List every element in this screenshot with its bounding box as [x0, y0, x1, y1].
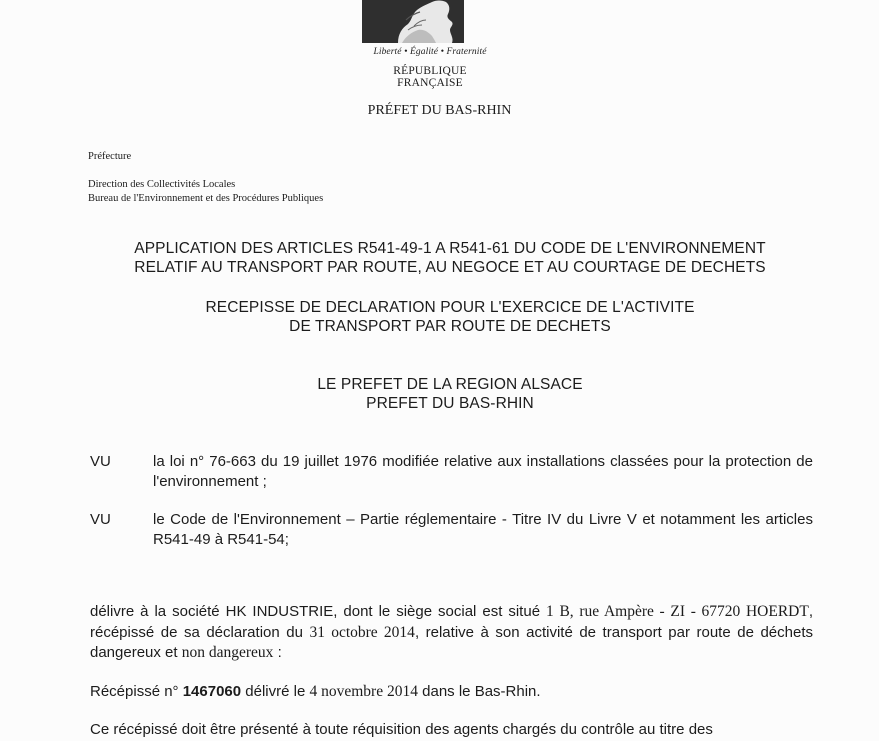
title-application-line2: RELATIF AU TRANSPORT PAR ROUTE, AU NEGOCE ET AU COURTAGE DE DECHETS	[134, 259, 766, 276]
service-prefecture: Préfecture	[88, 151, 132, 162]
title-prefet-line2: PREFET DU BAS-RHIN	[366, 395, 534, 412]
service-direction: Direction des Collectivités Locales	[88, 179, 236, 190]
recepisse-suffix: dans le Bas-Rhin.	[417, 683, 541, 700]
vu-text-1: la loi n° 76-663 du 19 juillet 1976 modifiée relative aux installations classées pour la protection de l'environnement ;	[153, 453, 813, 490]
republic-name: RÉPUBLIQUE FRANÇAISE	[393, 65, 467, 89]
republic-logo	[360, 0, 500, 89]
recepisse-mid: délivré le	[241, 683, 310, 700]
vu-label-1: VU	[90, 453, 111, 470]
delivery-text-2: , récépissé de sa déclaration du	[90, 603, 813, 641]
non-dangerous-text: non dangereux	[181, 644, 274, 661]
title-prefet-line1: LE PREFET DE LA REGION ALSACE	[317, 376, 583, 393]
marianne-logo-icon	[362, 0, 498, 46]
recepisse-prefix: Récépissé n°	[90, 683, 183, 700]
recepisse-date: 4 novembre 2014	[309, 683, 418, 700]
vu-label-2: VU	[90, 511, 111, 528]
recepisse-line	[90, 682, 813, 703]
title-recepisse-line1: RECEPISSE DE DECLARATION POUR L'EXERCICE DE L'ACTIVITE	[205, 299, 695, 316]
delivery-text-4: :	[273, 644, 282, 661]
vu-text-2: le Code de l'Environnement – Partie réglementaire - Titre IV du Livre V et notamment les articles R541-49 à R541-54;	[153, 511, 813, 548]
delivery-text-3: , relative à son activité de transport par route de déchets dangereux et	[90, 623, 813, 661]
declaration-date: 31 octobre 2014	[309, 623, 415, 641]
delivery-paragraph	[90, 602, 813, 664]
title-application-line1: APPLICATION DES ARTICLES R541-49-1 A R541-61 DU CODE DE L'ENVIRONNEMENT	[134, 240, 766, 257]
recepisse-number: 1467060	[182, 683, 242, 700]
republic-motto: Liberté • Égalité • Fraternité	[373, 47, 487, 57]
service-bureau: Bureau de l'Environnement et des Procédures Publiques	[88, 193, 324, 204]
final-line: Ce récépissé doit être présenté à toute réquisition des agents chargés du contrôle au titre des	[90, 721, 713, 738]
delivery-address: 1 B, rue Ampère - ZI - 67720 HOERDT	[546, 603, 809, 620]
delivery-text-1: délivre à la société HK INDUSTRIE, dont le siège social est situé	[90, 603, 547, 620]
prefet-header: PRÉFET DU BAS-RHIN	[367, 103, 512, 118]
title-recepisse-line2: DE TRANSPORT PAR ROUTE DE DECHETS	[289, 318, 611, 335]
